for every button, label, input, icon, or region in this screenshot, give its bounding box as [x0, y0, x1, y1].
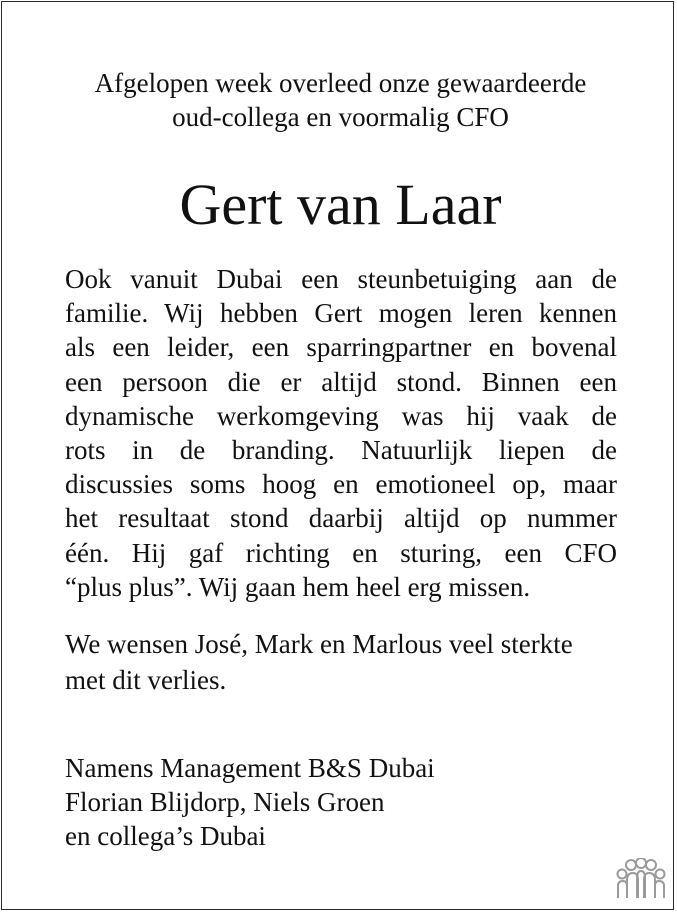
intro-line-2: oud-collega en voormalig CFO — [172, 102, 509, 132]
message-line: “plus plus”. Wij gaan hem heel erg missen. — [65, 571, 531, 602]
message-line: Ook vanuit Dubai een steunbetuiging aan de — [65, 264, 617, 294]
intro-line-1: Afgelopen week overleed onze gewaardeerde — [94, 68, 587, 98]
condolence-message — [65, 262, 617, 604]
message-line: een persoon die er altijd stond. Binnen een — [65, 366, 617, 397]
signature-line-2: Florian Blijdorp, Niels Groen — [65, 787, 385, 817]
wish-line-1: We wensen José, Mark en Marlous veel sterkte — [65, 629, 573, 659]
message-line: dynamische werkomgeving was hij vaak de — [65, 400, 617, 431]
deceased-name: Gert van Laar — [179, 172, 502, 237]
wish-text — [65, 626, 620, 698]
message-line: rots in de branding. Natuurlijk liepen de — [65, 435, 617, 466]
wish-line-2: met dit verlies. — [65, 665, 227, 695]
message-line: als een leider, een sparringpartner en bovenal — [65, 332, 617, 363]
message-line: één. Hij gaf richting en sturing, een CFO — [65, 537, 617, 568]
people-group-icon — [616, 858, 666, 902]
announcement-frame — [1, 1, 674, 910]
intro-text — [2, 66, 677, 134]
message-line: familie. Wij hebben Gert mogen leren kennen — [65, 298, 617, 329]
signature-line-3: en collega’s Dubai — [65, 821, 266, 851]
message-line: het resultaat stond daarbij altijd op nummer — [65, 503, 617, 534]
signature-block — [65, 751, 585, 853]
signature-line-1: Namens Management B&S Dubai — [65, 753, 435, 783]
message-line: discussies soms hoog en emotioneel op, maar — [65, 469, 617, 500]
